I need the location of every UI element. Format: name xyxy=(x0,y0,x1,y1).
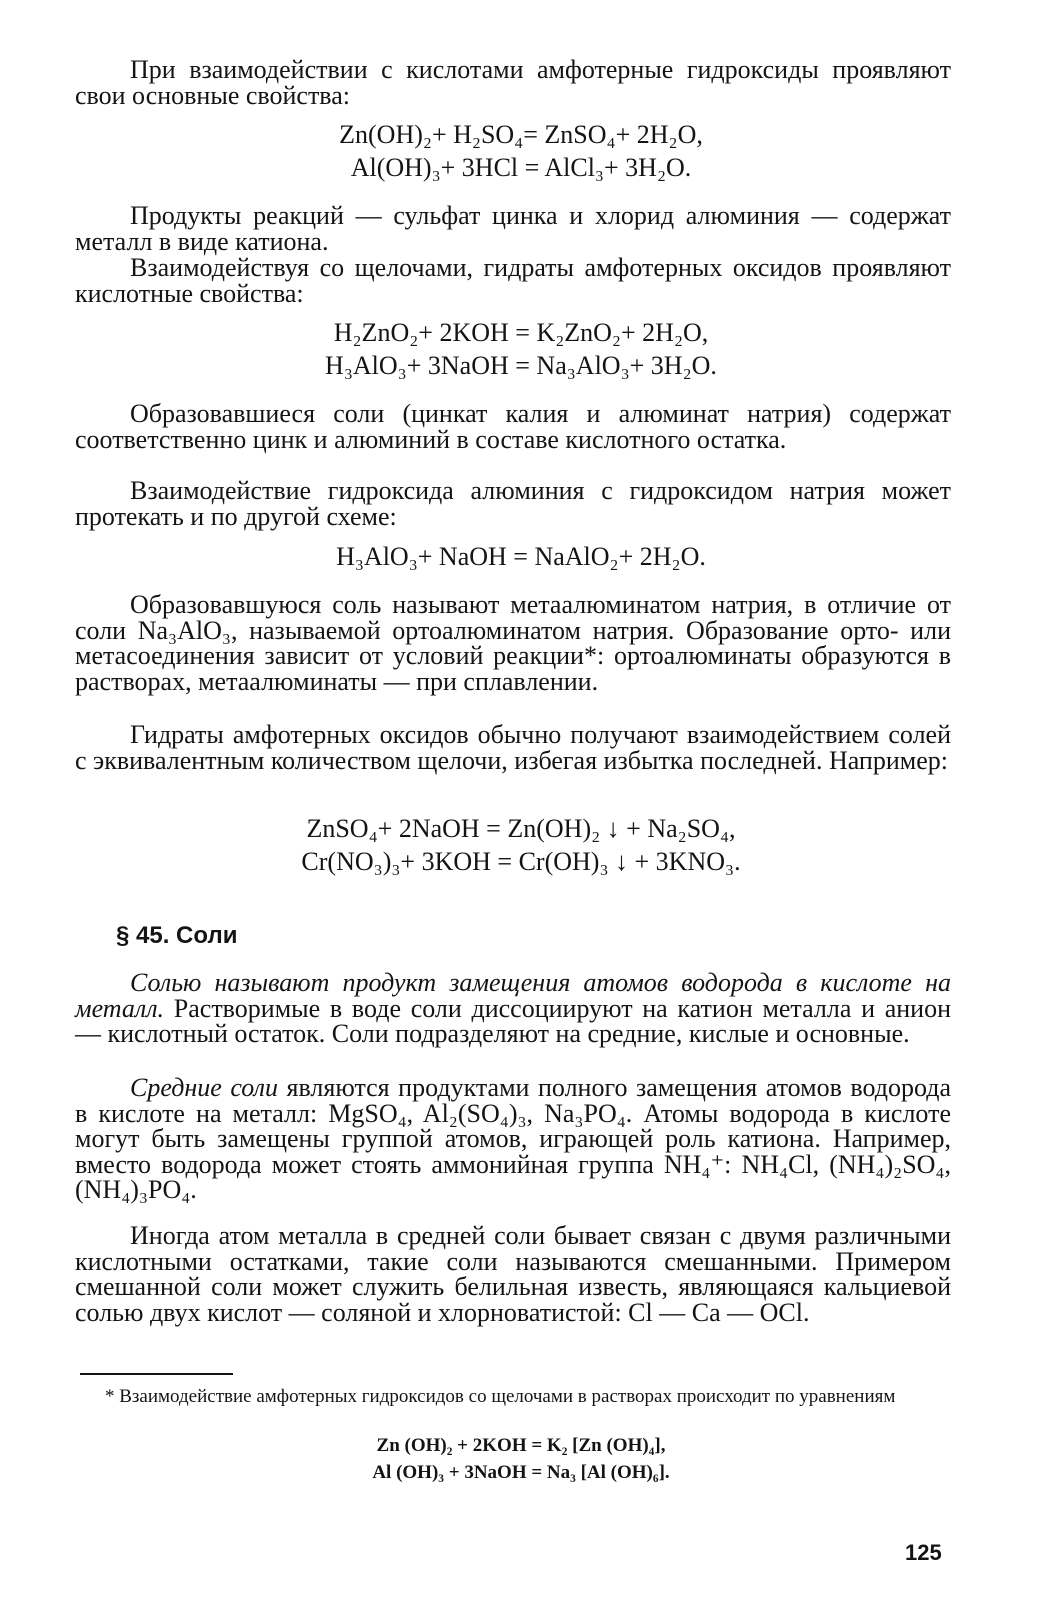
paragraph-other-scheme: Взаимодействие гидроксида алюминия с гидроксидом натрия может протекать и по другой схеме: xyxy=(75,476,951,531)
equation-znso4-naoh: ZnSO₄+ 2NaOH = Zn(OH)₂ ↓ + Na₂SO₄, xyxy=(306,814,736,843)
paragraph-mixed-salts: Иногда атом металла в средней соли бывает связан с двумя различными кислотными остатками, такие соли называются смешанными. Примером смешанной соли может служить белильная известь, являющаяся кальциевой солью двух кислот — соляной и хлорноватистой: Cl — Ca — OCl. xyxy=(75,1221,951,1327)
paragraph-hydrates-preparation: Гидраты амфотерных оксидов обычно получают взаимодействием солей с эквивалентным количеством щелочи, избегая избытка последней. Например: xyxy=(75,720,951,775)
footnote-divider xyxy=(80,1373,233,1375)
footnote-text: * Взаимодействие амфотерных гидроксидов со щелочами в растворах происходит по уравнениям xyxy=(105,1386,896,1407)
salt-definition-italic: Солью называют продукт замещения атомов водорода в кислоте на металл. xyxy=(75,968,951,1023)
footnote-equation-zn: Zn (OH)₂ + 2KOH = K₂ [Zn (OH)₄], xyxy=(376,1435,666,1456)
equation-h3alo3-naoh: H₃AlO₃+ 3NaOH = Na₃AlO₃+ 3H₂O. xyxy=(325,351,717,380)
equation-h2zno2-koh: H₂ZnO₂+ 2KOH = K₂ZnO₂+ 2H₂O, xyxy=(333,318,709,347)
footnote-equation-al: Al (OH)₃ + 3NaOH = Na₃ [Al (OH)₆]. xyxy=(372,1462,670,1483)
paragraph-metaaluminate: Образовавшуюся соль называют метаалюминатом натрия, в отличие от соли Na₃AlO₃, называемой ортоалюминатом натрия. Образование орто- или метасоединения зависит от условий реакции*: ортоалюминаты образуются в растворах, метаалюминаты — при сплавлении. xyxy=(75,590,951,696)
paragraph-zincate-aluminate: Образовавшиеся соли (цинкат калия и алюминат натрия) содержат соответственно цинк и алюминий в составе кислотного остатка. xyxy=(75,399,951,454)
equation-zn-oh-h2so4: Zn(OH)₂+ H₂SO₄= ZnSO₄+ 2H₂O, xyxy=(339,120,703,149)
page-number: 125 xyxy=(905,1540,942,1565)
normal-salts-term: Средние соли xyxy=(130,1073,278,1102)
section-heading: § 45. Соли xyxy=(116,922,238,949)
equation-cr-no3-koh: Cr(NO₃)₃+ 3KOH = Cr(OH)₃ ↓ + 3KNO₃. xyxy=(301,847,741,876)
paragraph-reaction-products: Продукты реакций — сульфат цинка и хлорид алюминия — содержат металл в виде катиона. xyxy=(75,201,951,256)
paragraph-salt-definition: Солью называют продукт замещения атомов водорода в кислоте на металл. Растворимые в воде соли диссоциируют на катион металла и анион — кислотный остаток. Соли подразделяют на средние, кислые и основные. xyxy=(75,968,951,1048)
paragraph-normal-salts: Средние соли являются продуктами полного замещения атомов водорода в кислоте на металл: MgSO₄, Al₂(SO₄)₃, Na₃PO₄. Атомы водорода в кислоте могут быть замещены группой атомов, играющей роль катиона. Например, вместо водорода может стоять аммонийная группа NH₄⁺: NH₄Cl, (NH₄)₂SO₄, (NH₄)₃PO₄. xyxy=(75,1073,952,1204)
paragraph-amphoteric-basic: При взаимодействии с кислотами амфотерные гидроксиды проявляют свои основные свойства: xyxy=(75,55,951,110)
equation-al-oh-hcl: Al(OH)₃+ 3HCl = AlCl₃+ 3H₂O. xyxy=(350,153,692,182)
paragraph-amphoteric-acidic: Взаимодействуя со щелочами, гидраты амфотерных оксидов проявляют кислотные свойства: xyxy=(75,253,951,308)
equation-metaaluminate: H₃AlO₃+ NaOH = NaAlO₂+ 2H₂O. xyxy=(336,542,706,571)
